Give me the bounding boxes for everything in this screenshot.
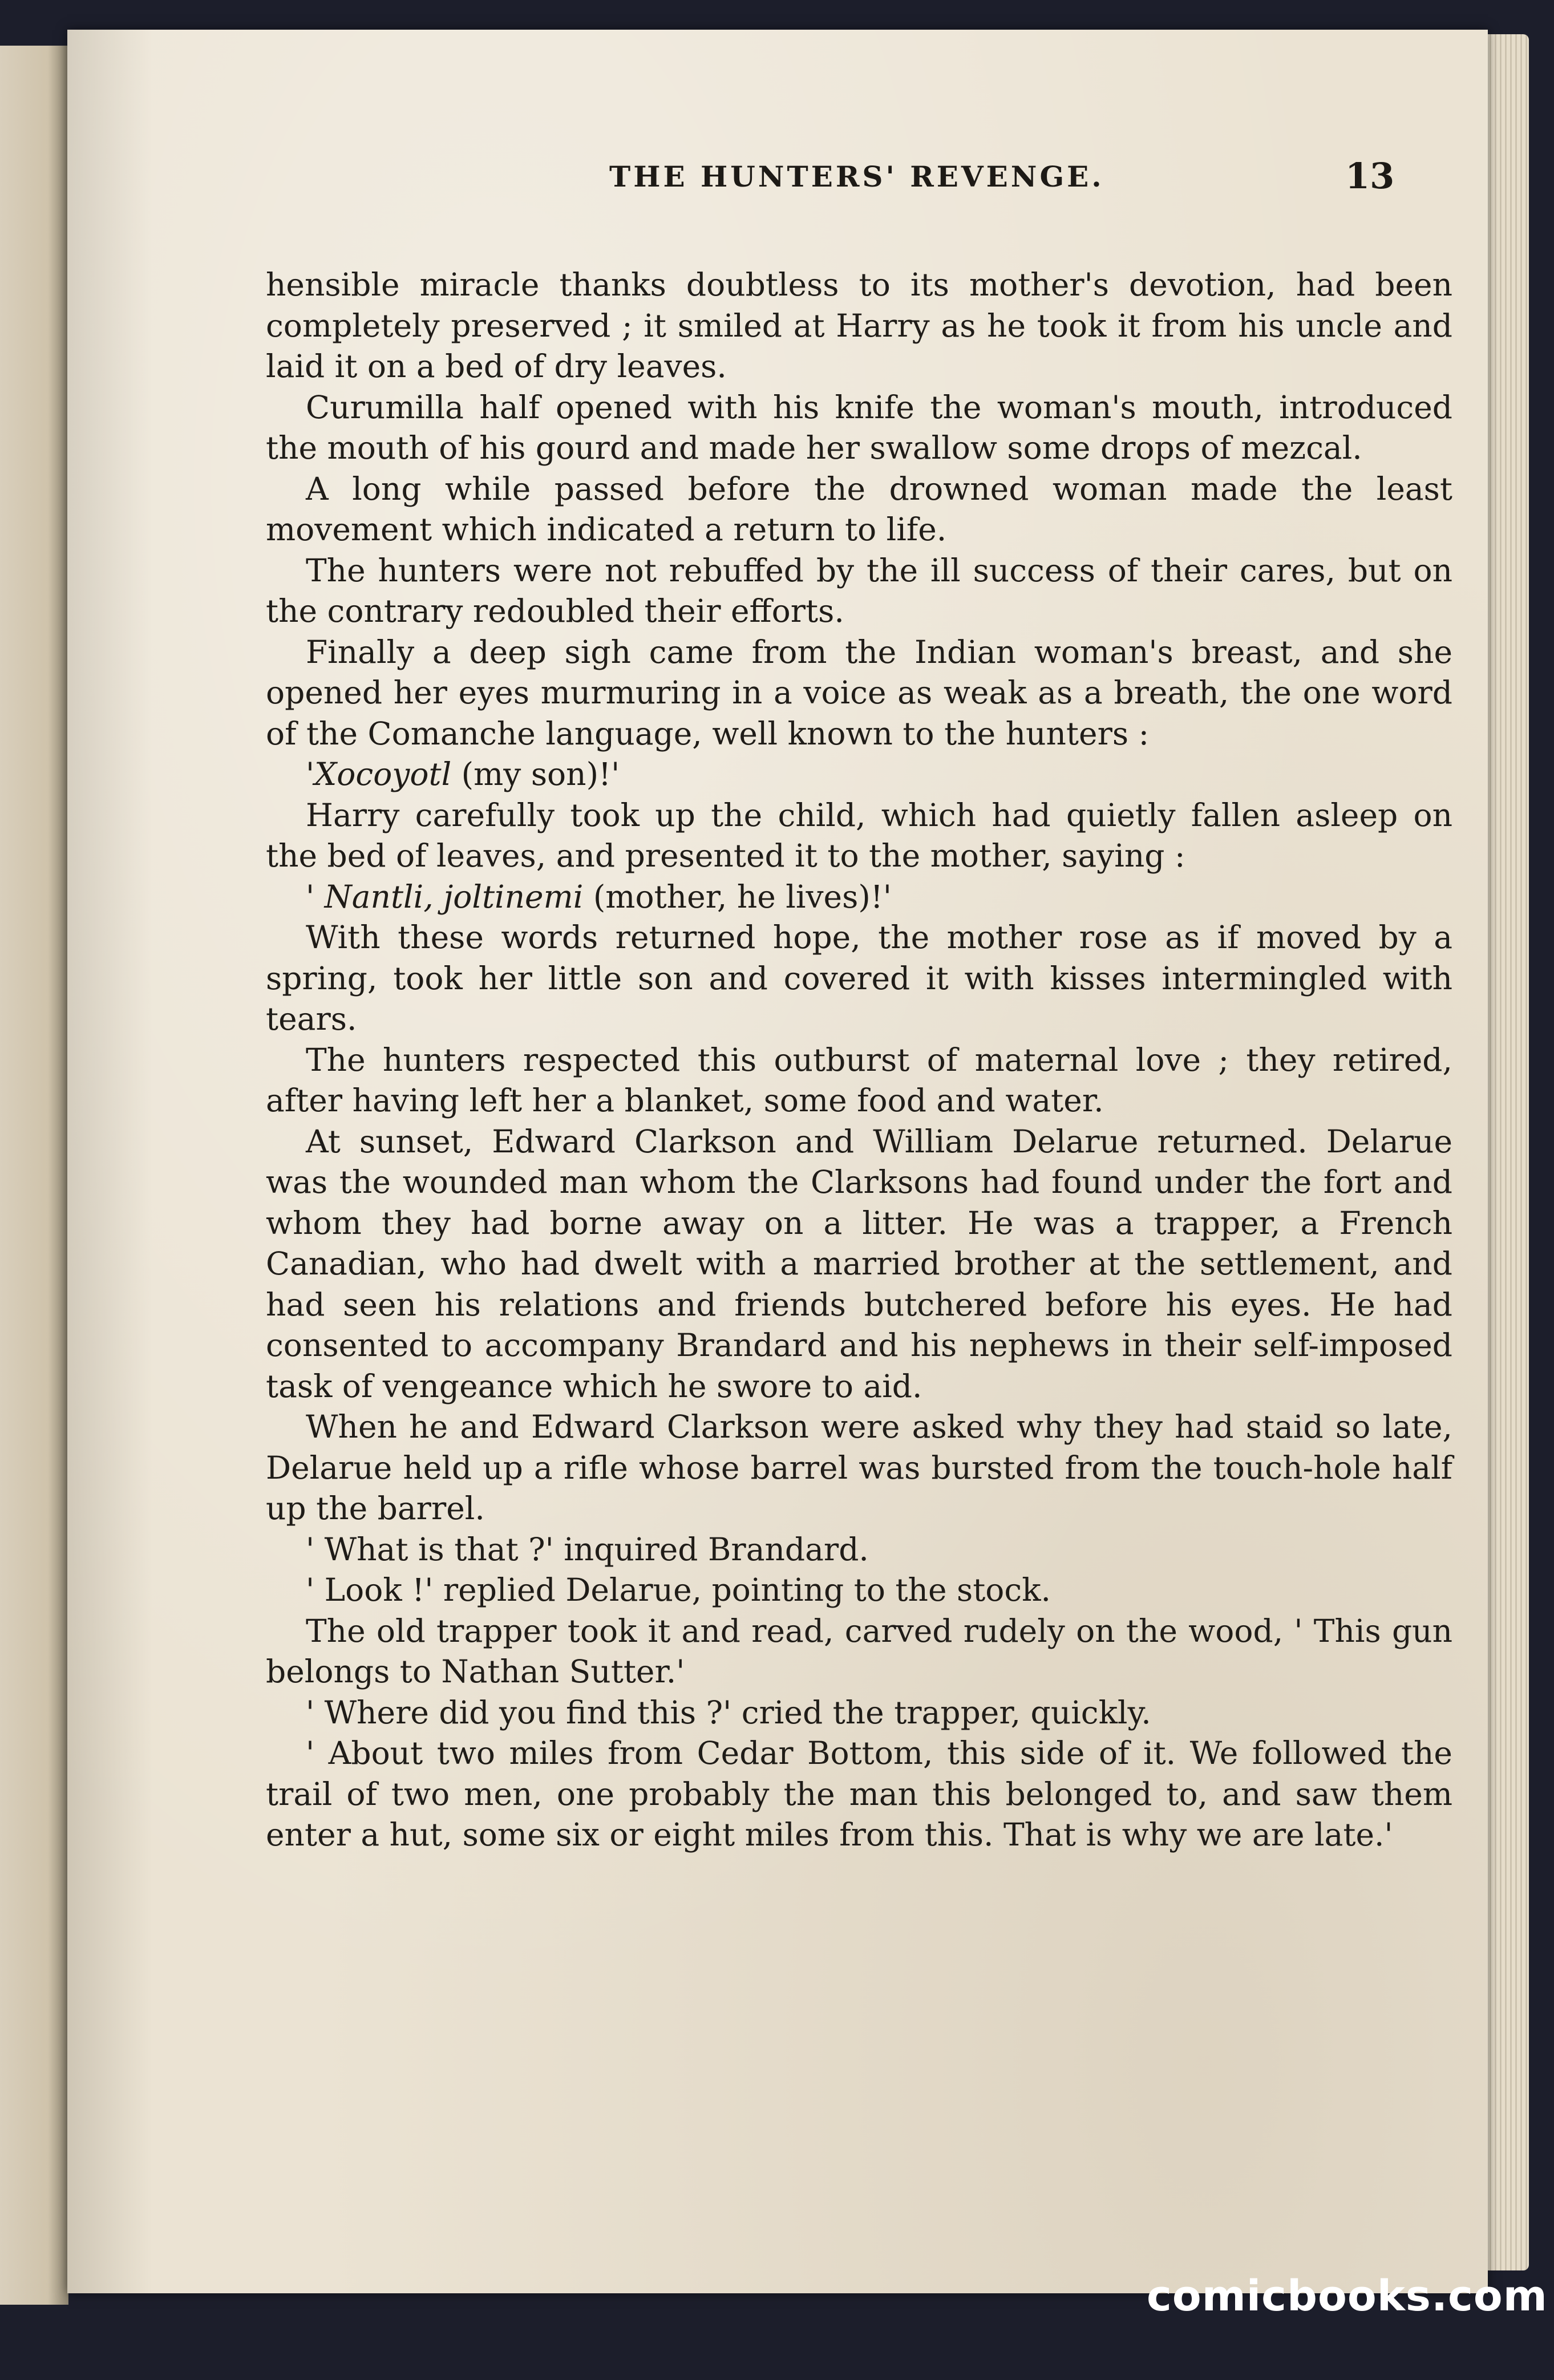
paragraph: Harry carefully took up the child, which had quietly fallen asleep on the bed of leaves, and presented it to the mother, saying : — [266, 796, 1452, 874]
paragraph: At sunset, Edward Clarkson and William Delarue returned. Delarue was the wounded man whom the Clarksons had found under the fort and whom they had borne away on a litter. He was a trapper, a French Canadian, who had dwelt with a married brother at the settlement, and had seen his relations and friends butchered before his eyes. He had consented to accompany Brandard and his nephews in their self-imposed task of vengeance which he swore to aid. — [266, 1123, 1452, 1404]
italic-phrase: ' Nantli, joltinemi — [306, 878, 584, 915]
watermark: comicbooks.com — [1147, 2272, 1548, 2321]
paragraph: The hunters respected this outburst of maternal love ; they retired, after having left her a blanket, some food and water. — [266, 1041, 1452, 1119]
book-page — [67, 30, 1488, 2293]
quote-text: (mother, he lives)!' — [583, 878, 892, 915]
paragraph: hensible miracle thanks doubtless to its mother's devotion, had been completely preserved ; it smiled at Harry as he took it from his uncle and laid it on a bed of dry leaves. — [266, 266, 1452, 384]
paragraph: ' Look !' replied Delarue, pointing to the stock. — [306, 1572, 1051, 1608]
paragraph: ' About two miles from Cedar Bottom, this side of it. We followed the trail of two men, one probably the man this belonged to, and saw them enter a hut, some six or eight miles from this. That is why we are late.' — [266, 1735, 1452, 1853]
paragraph: ' What is that ?' inquired Brandard. — [306, 1531, 869, 1568]
paragraph: The old trapper took it and read, carved rudely on the wood, ' This gun belongs to Nathan Sutter.' — [266, 1612, 1452, 1690]
paragraph: Curumilla half opened with his knife the woman's mouth, introduced the mouth of his gourd and made her swallow some drops of mezcal. — [266, 388, 1452, 466]
italic-phrase: 'Xocoyotl — [306, 756, 452, 792]
paragraph: Finally a deep sigh came from the Indian woman's breast, and she opened her eyes murmuring in a voice as weak as a breath, the one word of the Comanche language, well known to the hunters : — [266, 633, 1452, 752]
page-number: 13 — [1345, 155, 1395, 197]
running-head: THE HUNTERS' REVENGE. — [609, 160, 1104, 193]
paragraph: The hunters were not rebuffed by the ill success of their cares, but on the contrary redoubled their efforts. — [266, 552, 1452, 629]
facing-page-edge — [0, 46, 68, 2305]
body-text — [266, 265, 1452, 1856]
paragraph: When he and Edward Clarkson were asked why they had staid so late, Delarue held up a rifle whose barrel was bursted from the touch-hole half up the barrel. — [266, 1408, 1452, 1527]
quote-text: (my son)!' — [451, 756, 620, 792]
paragraph-quote — [266, 754, 1452, 795]
paragraph: ' Where did you find this ?' cried the trapper, quickly. — [306, 1694, 1151, 1731]
paragraph: A long while passed before the drowned woman made the least movement which indicated a return to life. — [266, 470, 1452, 548]
paragraph-quote — [266, 877, 1452, 918]
page-header — [67, 155, 1488, 205]
paragraph: With these words returned hope, the mother rose as if moved by a spring, took her little son and covered it with kisses intermingled with tears. — [266, 919, 1452, 1037]
